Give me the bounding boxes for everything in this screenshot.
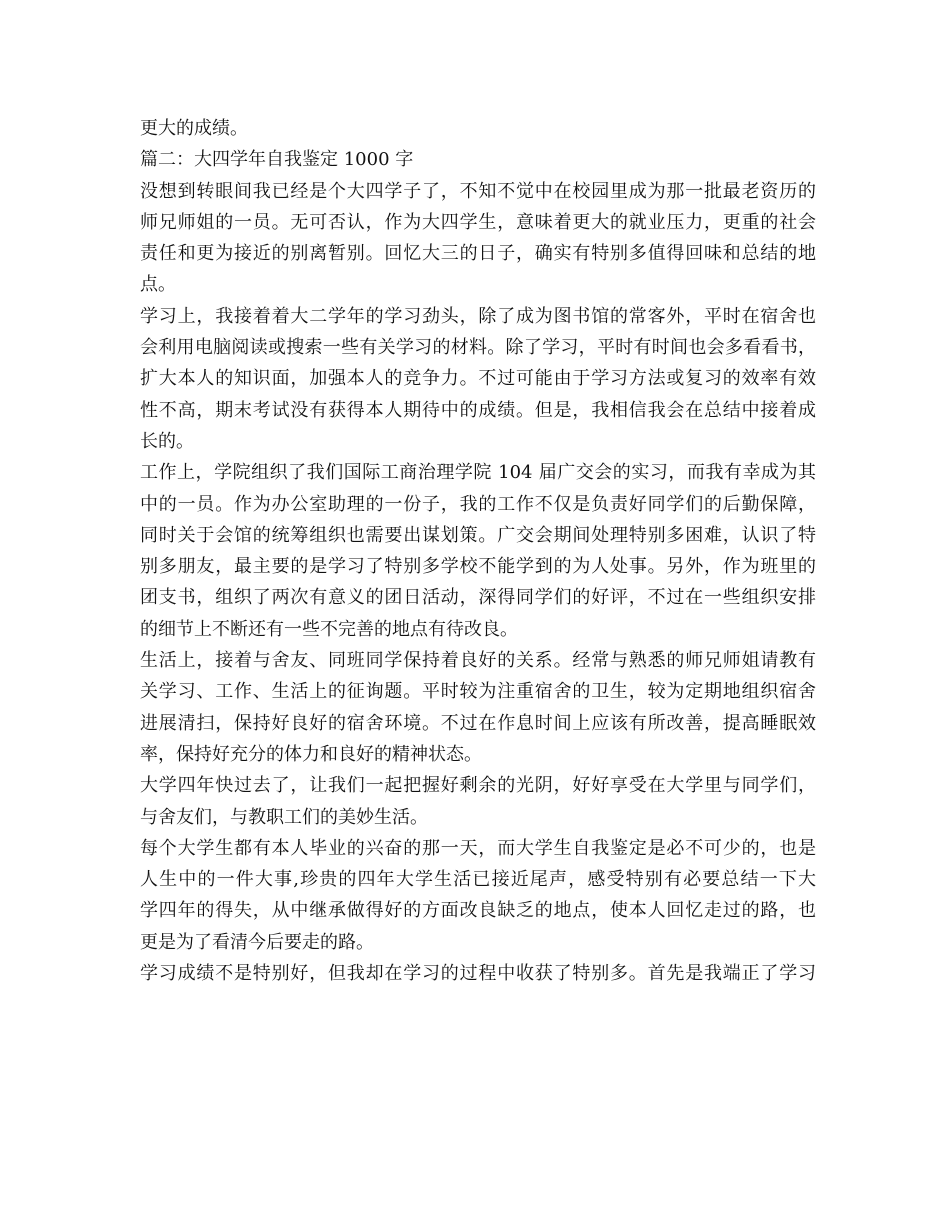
section-heading: 篇二：大四学年自我鉴定 1000 字: [140, 149, 414, 171]
text-line: 没想到转眼间我已经是个大四学子了，不知不觉中在校园里成为那一批最老资历的: [140, 180, 816, 202]
text-line: 更大的成绩。: [140, 118, 248, 139]
text-line: 进展清扫，保持好良好的宿舍环境。不过在作息时间上应该有所改善，提高睡眠效: [140, 712, 816, 734]
text-line: 中的一员。作为办公室助理的一份子，我的工作不仅是负责好同学们的后勤保障，: [140, 493, 816, 515]
text-line: 工作上，学院组织了我们国际工商治理学院 104 届广交会的实习，而我有幸成为其: [140, 462, 816, 484]
text-line: 大学四年快过去了，让我们一起把握好剩余的光阴，好好享受在大学里与同学们，: [140, 775, 816, 797]
text-line: 每个大学生都有本人毕业的兴奋的那一天，而大学生自我鉴定是必不可少的，也是: [140, 837, 816, 859]
text-line: 会利用电脑阅读或搜索一些有关学习的材料。除了学习，平时有时间也会多看看书，: [140, 337, 816, 359]
text-line: 生活上，接着与舍友、同班同学保持着良好的关系。经常与熟悉的师兄师姐请教有: [140, 650, 816, 672]
text-line: 学习上，我接着着大二学年的学习劲头，除了成为图书馆的常客外，平时在宿舍也: [140, 305, 816, 327]
text-line: 与舍友们，与教职工们的美妙生活。: [140, 806, 428, 828]
text-line: 同时关于会馆的统筹组织也需要出谋划策。广交会期间处理特别多困难，认识了特: [140, 524, 816, 546]
text-line: 更是为了看清今后要走的路。: [140, 931, 374, 953]
text-line: 扩大本人的知识面，加强本人的竞争力。不过可能由于学习方法或复习的效率有效: [140, 368, 816, 390]
document-body: [140, 113, 816, 989]
text-line: 性不高，期末考试没有获得本人期待中的成绩。但是，我相信我会在总结中接着成: [140, 399, 816, 421]
text-line: 关学习、工作、生活上的征询题。平时较为注重宿舍的卫生，较为定期地组织宿舍: [140, 681, 816, 703]
text-line: 长的。: [140, 430, 194, 452]
text-line: 责任和更为接近的别离暂别。回忆大三的日子，确实有特别多值得回味和总结的地: [140, 243, 816, 265]
text-line: 学习成绩不是特别好，但我却在学习的过程中收获了特别多。首先是我端正了学习: [140, 963, 816, 985]
text-line: 团支书，组织了两次有意义的团日活动，深得同学们的好评，不过在一些组织安排: [140, 587, 816, 609]
text-line: 人生中的一件大事,珍贵的四年大学生活已接近尾声，感受特别有必要总结一下大: [140, 869, 816, 891]
text-line: 师兄师姐的一员。无可否认，作为大四学生，意味着更大的就业压力，更重的社会: [140, 211, 816, 233]
text-line: 点。: [140, 274, 176, 296]
text-line: 率，保持好充分的体力和良好的精神状态。: [140, 743, 482, 765]
text-line: 学四年的得失，从中继承做得好的方面改良缺乏的地点，使本人回忆走过的路，也: [140, 900, 816, 922]
text-line: 的细节上不断还有一些不完善的地点有待改良。: [140, 618, 518, 640]
text-line: 别多朋友，最主要的是学习了特别多学校不能学到的为人处事。另外，作为班里的: [140, 556, 816, 578]
